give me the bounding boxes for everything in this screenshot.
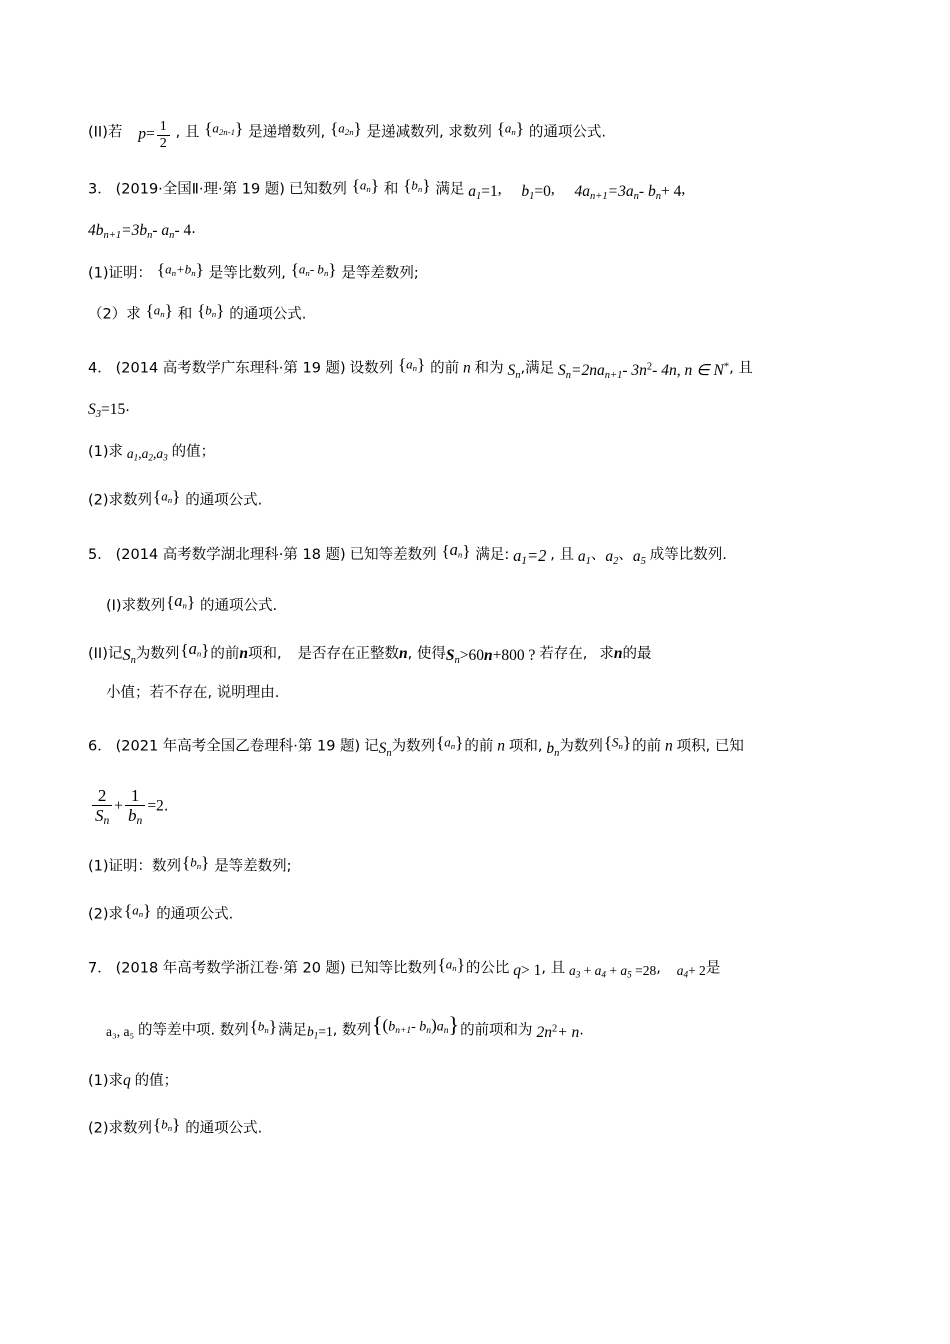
seq-index: n xyxy=(171,267,177,278)
seq-letter: a xyxy=(212,120,219,136)
end-text: 的通项公式. xyxy=(199,597,278,614)
seq-letter: a xyxy=(504,120,512,136)
equation-p-half xyxy=(138,119,172,151)
symbol-a: a xyxy=(676,962,684,978)
question-text: 求数列 xyxy=(108,1120,153,1137)
problem-source: (2019·全国Ⅱ·理·第 19 题) xyxy=(115,181,285,198)
recurrence-2 xyxy=(88,216,191,247)
stem-text-3: , 且 xyxy=(550,546,574,563)
mid-text-2: 的前 xyxy=(210,645,240,662)
index: n+1 xyxy=(590,191,608,203)
exponent: 2 xyxy=(551,1023,558,1035)
symbol-q: q xyxy=(123,1071,131,1089)
end-text: 的值； xyxy=(134,1072,179,1089)
symbol-n: n xyxy=(484,647,493,665)
operator: +b xyxy=(176,261,192,277)
stem-text-7: 项积, 已知 xyxy=(676,738,744,755)
fraction-denominator: 2 xyxy=(157,135,170,152)
stem-text-2: 满足: xyxy=(475,546,510,563)
sequence-bn: $\{b_n\}$ xyxy=(197,301,225,321)
symbol-S: S xyxy=(507,361,516,379)
term: 2n xyxy=(536,1023,552,1041)
index: n+1 xyxy=(604,369,623,381)
term: - 4n, n ∈ N xyxy=(652,361,724,379)
index-n: n xyxy=(554,747,560,759)
seq-index: 2n-1 xyxy=(218,127,236,138)
problem-number: 7． xyxy=(88,960,112,977)
recurrence-1 xyxy=(575,177,682,208)
seq-index: n xyxy=(264,1025,269,1036)
equation-a1-equals-2 xyxy=(513,540,546,573)
index: 2 xyxy=(613,555,619,567)
mid-text-5: , 使得 xyxy=(407,645,446,662)
problem-number: 5． xyxy=(88,546,112,563)
problem-7-stem-line2 xyxy=(88,1004,878,1048)
sequence-an: $\{a_n\}$ xyxy=(496,119,525,138)
sequence-an: $\{a_n\}$ xyxy=(351,176,379,196)
document-content xyxy=(88,112,878,1162)
question-text-line2: 小值；若不存在, 说明理由. xyxy=(106,684,280,701)
term: - b xyxy=(638,183,656,201)
problem-7-stem xyxy=(88,948,878,986)
stem-text-6: 的前 xyxy=(632,738,662,755)
value: =15 xyxy=(101,400,126,418)
sequence-bn: $\{b_n\}$ xyxy=(403,176,431,196)
star: * xyxy=(723,361,730,373)
text-mid-1: , 且 xyxy=(175,124,200,141)
stem-text-4: 项和, xyxy=(508,738,543,755)
stem-text-5: 为数列 xyxy=(559,738,603,755)
period: . xyxy=(163,798,169,815)
index: n xyxy=(169,230,175,242)
sequence-a2n: $\{a_{2n}\}$ xyxy=(330,119,362,138)
symbol-S: S xyxy=(557,361,566,379)
problem-source: (2018 年高考数学浙江卷·第 20 题) xyxy=(115,960,346,977)
sequence-bn: $\{b_n\}$ xyxy=(249,1016,278,1036)
symbol-n: n xyxy=(399,644,408,662)
index-4: 4 xyxy=(683,969,689,980)
problem-source: (2021 年高考全国乙卷理科·第 19 题) xyxy=(115,738,361,755)
index-n: n xyxy=(454,655,460,667)
equation-S3 xyxy=(88,395,125,426)
question-text: 求 xyxy=(108,1072,124,1089)
symbol-bn xyxy=(546,734,559,765)
index: n xyxy=(426,1025,432,1036)
index-1: 1 xyxy=(529,191,535,203)
expression-2n2-plus-n xyxy=(536,1018,579,1048)
question-label: (II) xyxy=(88,645,108,662)
seq-letter: b xyxy=(205,303,212,318)
symbol-S: S xyxy=(378,739,387,757)
question-text: 求 xyxy=(108,906,124,923)
question-text: 记 xyxy=(107,645,123,662)
problem-number: 6． xyxy=(88,738,112,755)
question-text: 证明：数列 xyxy=(108,858,182,875)
stem-text-1: 记 xyxy=(364,738,379,755)
numerator: 1 xyxy=(130,786,140,806)
problem-5-q1 xyxy=(88,585,878,621)
stem-text-1: 已知数列 xyxy=(288,181,347,198)
seq-letter: a xyxy=(298,261,306,277)
question-label: (1) xyxy=(88,444,109,461)
sequence-an: $\{a_n\}$ xyxy=(397,355,426,375)
question-text: 求 xyxy=(108,444,124,461)
index-1: 1 xyxy=(313,1031,319,1042)
problem-3-q2 xyxy=(88,294,878,330)
term-a5 xyxy=(633,542,646,573)
term: =3b xyxy=(121,222,148,240)
term: =3a xyxy=(607,183,634,201)
end-text: 的值； xyxy=(171,444,216,461)
text-mid-2: 是递增数列, xyxy=(248,124,326,141)
end-text: 的通项公式. xyxy=(229,306,307,323)
seq-letter: a xyxy=(165,261,172,277)
end-text: 是等差数列; xyxy=(214,858,292,875)
stem-text-2: 为数列 xyxy=(391,738,436,755)
sequence-an: $\{a_n\}$ xyxy=(166,590,196,612)
value: =1 xyxy=(318,1024,333,1040)
seq-index: n xyxy=(511,127,516,138)
operator: - b xyxy=(309,261,324,277)
symbol-a: a xyxy=(468,183,476,201)
seq-index: n xyxy=(160,309,165,320)
symbol-n: n xyxy=(239,644,249,662)
seq-index: n xyxy=(618,741,623,752)
problem-source: (2014 高考数学广东理科·第 19 题) xyxy=(115,360,346,377)
comparison: > 1 xyxy=(520,961,542,979)
problem-3-q1 xyxy=(88,253,878,289)
symbol-a: a xyxy=(513,545,522,565)
term: =2na xyxy=(571,361,605,379)
line2-text-2: 满足 xyxy=(278,1022,308,1039)
mid-text-7: 求 xyxy=(599,645,614,662)
terms-a1-a2-a3: $a_1,a_2,a_3$ xyxy=(126,446,168,463)
seq-index: 2n xyxy=(344,127,354,138)
value: =1 xyxy=(481,183,498,201)
seq-letter: b xyxy=(411,178,418,194)
question-label: （2） xyxy=(88,306,127,323)
plus-two: + 2 xyxy=(688,962,706,978)
end-text: 的通项公式. xyxy=(185,1120,263,1137)
index: n xyxy=(147,230,153,242)
index-1: 1 xyxy=(521,555,527,567)
index: 5 xyxy=(640,555,646,567)
end-text: 是等差数列; xyxy=(341,265,419,282)
problem-4-q2 xyxy=(88,480,878,516)
equation-Sn-formula xyxy=(558,356,729,387)
problem-5-q2-line2 xyxy=(88,678,878,708)
term-a1 xyxy=(578,542,591,573)
seq-index: n xyxy=(305,267,310,278)
sequence-an: $\{a_n\}$ xyxy=(180,638,210,660)
mid-text-1: 为数列 xyxy=(135,645,180,662)
symbol-n: n xyxy=(462,359,471,377)
symbol-n: n xyxy=(613,644,623,662)
term: + 4 xyxy=(660,183,682,201)
conjunction-and: 和 xyxy=(383,181,399,198)
seq-index: n xyxy=(417,184,423,195)
sequence-an-minus-bn: {$a_n-$ $b_n$} xyxy=(290,259,337,279)
stem-text-4: 成等比数列. xyxy=(649,546,727,563)
term: - a xyxy=(152,222,170,240)
seq-letter: a xyxy=(338,120,345,136)
sequence-an: $\{a_n\}$ xyxy=(124,901,152,921)
expression-a4-plus-2 xyxy=(677,958,706,984)
value: =0 xyxy=(534,183,551,201)
mid-text-4: 是否存在正整数 xyxy=(297,645,400,662)
problem-6-equation xyxy=(90,786,878,828)
condition-q-gt-1 xyxy=(513,956,541,986)
index: n xyxy=(443,1025,449,1036)
problem-6-q2 xyxy=(88,894,878,930)
problem-4-stem xyxy=(88,348,878,386)
stem-text-1: 已知等比数列 xyxy=(349,960,437,977)
index-n: n xyxy=(103,814,110,828)
stem-text-2: 满足 xyxy=(435,181,465,198)
term: 4b xyxy=(88,222,104,240)
symbol-b: b xyxy=(521,183,530,201)
sequence-an: $\{a_n\}$ xyxy=(441,539,471,560)
line2-text-1: 的等差中项. 数列 xyxy=(138,1022,249,1039)
seq-letter: a xyxy=(359,178,367,194)
part-text-pre: 若 xyxy=(107,124,123,141)
sequence-an-plus-bn: $\{a_n+b_n\}$ xyxy=(156,259,204,279)
problem-3-recurrence-2: $4b_{n+1}=3b_n-$ $a_n-$ 4. xyxy=(88,214,878,247)
mid-text-8: 的最 xyxy=(622,645,652,662)
index-1: 1 xyxy=(476,191,482,203)
term: + n xyxy=(557,1023,580,1041)
stem-text-5: , 且 xyxy=(729,360,753,377)
problem-7-q1 xyxy=(88,1066,878,1096)
question-label: (2) xyxy=(88,492,109,509)
question-text: 求 xyxy=(126,306,141,323)
period: . xyxy=(125,399,130,416)
seq-letter: S xyxy=(612,734,619,750)
sequence-bn: $\{b_n\}$ xyxy=(153,1115,181,1135)
equals-value: =2 xyxy=(147,797,164,815)
inequality-Sn xyxy=(446,641,536,672)
symbol-a: a xyxy=(605,547,614,565)
symbol-n: n xyxy=(497,737,505,755)
mid-text-6: 若存在, xyxy=(539,645,588,662)
index-3: 3 xyxy=(95,408,102,420)
term: - 3n xyxy=(622,361,647,379)
problem-5-stem: 5． (2014 高考数学湖北理科·第 18 题) 已知等差数列 $\{a_n\}$ 满足: $a_1=2$ , 且 $a_1$、$a_2$、$a_5$ 成等比数列. xyxy=(88,534,878,573)
index-n: n xyxy=(386,747,392,759)
problem-6-q1 xyxy=(88,846,878,882)
equals-sign: = xyxy=(146,125,155,143)
symbol-n: n xyxy=(665,737,673,755)
question-label: (1) xyxy=(88,265,109,282)
term: 4a xyxy=(574,183,591,201)
value: =2 xyxy=(526,545,547,565)
fraction-numerator: 1 xyxy=(159,119,167,135)
stem-text-2: 的公比 xyxy=(465,960,510,977)
equation-b1 xyxy=(307,1019,333,1045)
sequence-an: $\{a_n\}$ xyxy=(153,486,181,506)
question-label: (I) xyxy=(106,597,122,614)
exponent: 2 xyxy=(646,361,653,373)
symbol-S: S xyxy=(88,400,96,418)
index: n xyxy=(655,191,661,203)
stem-text-4: ,满足 xyxy=(520,360,555,377)
mid-text-3: 项和, xyxy=(248,645,282,662)
question-label: (1) xyxy=(88,858,109,875)
period: . xyxy=(579,1022,584,1039)
equation-a1 xyxy=(468,177,498,208)
problem-3-stem: 3． (2019·全国Ⅱ·理·第 19 题) 已知数列 $\{a_n\}$ 和 $\{b_n\}$ 满足 $a_1=1$, $b_1=0$, $4a_{n+1}=3a_n-$ $b_n+ 4$, xyxy=(88,169,878,207)
equation-b1 xyxy=(521,177,551,208)
question-text: 证明： xyxy=(108,265,153,282)
plus-sign: + xyxy=(114,797,124,815)
stem-text-3: 和为 xyxy=(474,360,504,377)
text-end: 的通项公式. xyxy=(528,124,606,141)
stem-text-3: , 且 xyxy=(541,960,566,977)
symbol-b: b xyxy=(546,739,555,757)
sequence-an: $\{a_n\}$ xyxy=(145,301,173,321)
symbol-a: a xyxy=(577,547,586,565)
index: 1 xyxy=(585,555,591,567)
question-text: 求数列 xyxy=(121,597,166,614)
symbol-Sn xyxy=(379,734,392,765)
problem-source: (2014 高考数学湖北理科·第 18 题) xyxy=(115,546,346,563)
question-text: 求数列 xyxy=(108,492,153,509)
symbol-p: p xyxy=(138,125,146,143)
numerator: 2 xyxy=(97,786,107,806)
comma: , xyxy=(656,960,661,977)
symbol-Sn xyxy=(507,356,520,387)
symbol-S: S xyxy=(122,645,131,665)
seq-letter: b xyxy=(257,1018,265,1034)
text-mid-3: 是递减数列, 求数列 xyxy=(366,124,492,141)
equation-sum-28: $a_3 + a_4 + a_5 =28$ xyxy=(568,962,657,980)
term-a2 xyxy=(605,542,618,573)
denominator xyxy=(125,805,145,828)
symbol-q: q xyxy=(513,961,521,979)
question-label: (2) xyxy=(88,906,109,923)
operator-value: >60 xyxy=(459,647,484,665)
problem-number: 3． xyxy=(88,181,112,198)
index-n: n xyxy=(565,369,571,381)
sequence-an: $\{a_n\}$ xyxy=(436,732,464,752)
problem-4-q1 xyxy=(88,437,878,467)
index-n: n xyxy=(130,655,136,667)
seq-index: n xyxy=(366,184,371,195)
index: n+1 xyxy=(395,1025,412,1036)
index: n+1 xyxy=(103,230,122,242)
symbol-b: b xyxy=(307,1024,314,1040)
problem-2-part-II xyxy=(88,112,878,151)
question-label: (2) xyxy=(88,1120,109,1137)
stem-text-3: 的前 xyxy=(464,738,494,755)
stem-text-1: 设数列 xyxy=(349,360,394,377)
seq-index: n xyxy=(191,267,196,278)
question-label: (1) xyxy=(88,1072,109,1089)
index: n xyxy=(633,191,639,203)
part-label: (II) xyxy=(88,124,108,141)
term: - 4 xyxy=(174,222,192,240)
sequence-a2n-1: $\{a_{2n-1}\}$ xyxy=(204,119,244,138)
problem-number: 4． xyxy=(88,360,112,377)
term: - b xyxy=(411,1019,427,1035)
seq-letter: a xyxy=(153,303,161,318)
fraction-2-over-Sn xyxy=(92,786,112,828)
mid-text: 是等比数列, xyxy=(208,265,286,282)
fraction-1-over-bn xyxy=(125,786,145,828)
sequence-Sn: $\{S_n\}$ xyxy=(603,732,632,752)
index-n: n xyxy=(136,814,143,828)
problem-5-q2 xyxy=(88,633,878,672)
seq-index: n xyxy=(323,267,329,278)
problem-7-q2 xyxy=(88,1108,878,1144)
symbol-b: b xyxy=(128,806,137,826)
symbol-a: a xyxy=(632,547,641,565)
problem-6-stem xyxy=(88,726,878,764)
index-n: n xyxy=(515,369,521,381)
problem-4-condition xyxy=(88,392,878,425)
symbol-S: S xyxy=(445,647,455,665)
end-text: 的通项公式. xyxy=(185,492,263,509)
stem-text-5: 是 xyxy=(705,960,721,977)
terms-a3-a5: a₃, a₅ xyxy=(106,1024,135,1040)
denominator xyxy=(92,805,112,828)
symbol-S: S xyxy=(95,806,104,826)
conjunction-and: 和 xyxy=(177,306,193,323)
sequence-bn: $\{b_n\}$ xyxy=(182,853,210,873)
end-text: 的通项公式. xyxy=(156,906,234,923)
sequence-an: $\{a_n\}$ xyxy=(437,954,465,974)
value-tail: +800 ? xyxy=(492,647,536,665)
seq-index: n xyxy=(211,309,217,320)
line2-text-3: , 数列 xyxy=(332,1022,371,1039)
stem-text-1: 已知等差数列 xyxy=(349,546,437,563)
stem-text-2: 的前 xyxy=(430,360,460,377)
line2-text-4: 的前项和为 xyxy=(460,1022,533,1039)
sequence-product-expression: {($b_{n+1}-$ $b_n)a_n$} xyxy=(371,1012,460,1038)
symbol-Sn xyxy=(122,639,136,672)
